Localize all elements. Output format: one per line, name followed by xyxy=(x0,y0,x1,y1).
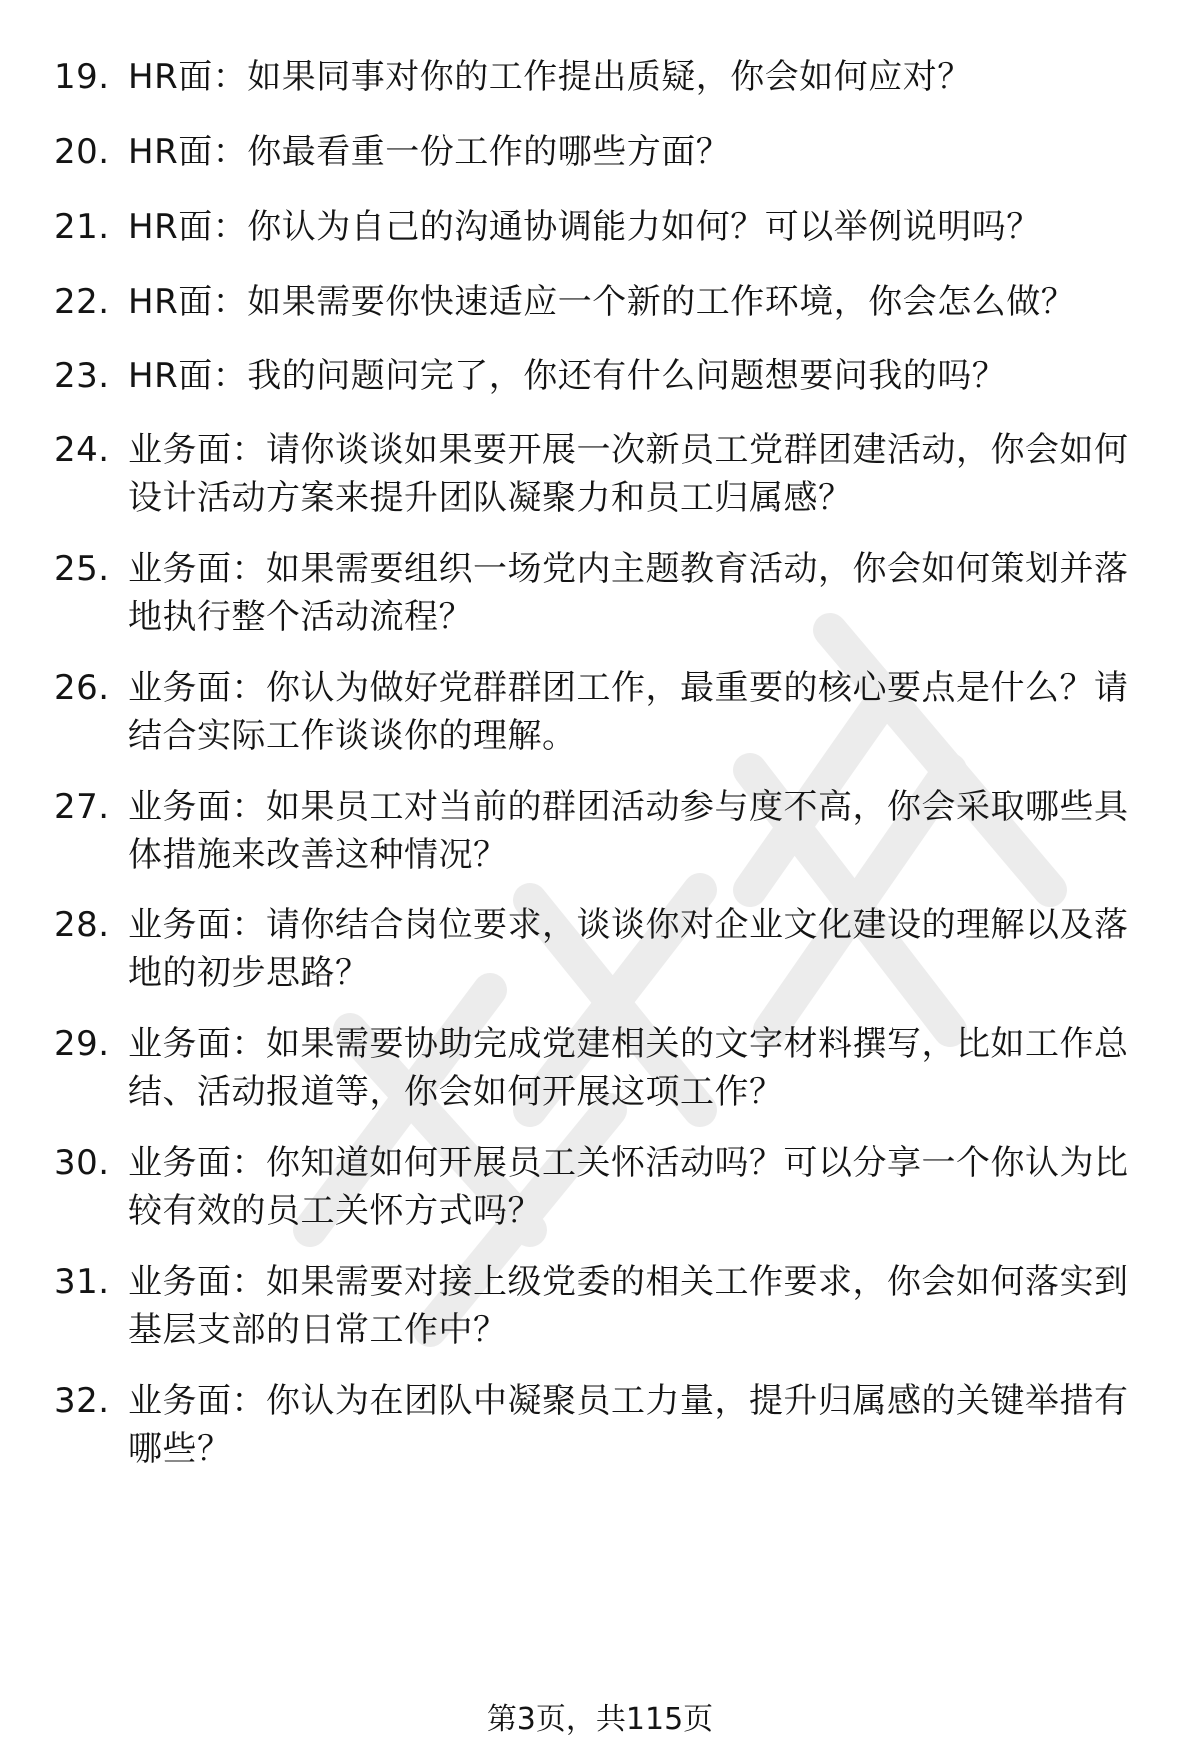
question-number: 32. xyxy=(54,1381,110,1421)
question-text: 业务面：如果员工对当前的群团活动参与度不高，你会采取哪些具体措施来改善这种情况？ xyxy=(128,787,1129,875)
question-number: 21. xyxy=(54,207,110,247)
question-number: 24. xyxy=(54,430,110,470)
question-number: 19. xyxy=(54,57,110,97)
question-text: 业务面：如果需要协助完成党建相关的文字材料撰写，比如工作总结、活动报道等，你会如何开展这项工作？ xyxy=(128,1024,1129,1112)
question-text: 业务面：你认为在团队中凝聚员工力量，提升归属感的关键举措有哪些？ xyxy=(128,1381,1129,1469)
question-text: 业务面：请你结合岗位要求，谈谈你对企业文化建设的理解以及落地的初步思路？ xyxy=(128,905,1129,993)
question-number: 26. xyxy=(54,668,110,708)
question-number: 29. xyxy=(54,1024,110,1064)
question-number: 27. xyxy=(54,787,110,827)
question-number: 22. xyxy=(54,282,110,322)
page-number-label: 第3页，共115页 xyxy=(486,1702,714,1737)
question-text: HR面：如果需要你快速适应一个新的工作环境，你会怎么做？ xyxy=(128,282,1076,322)
question-text: 业务面：请你谈谈如果要开展一次新员工党群团建活动，你会如何设计活动方案来提升团队凝聚力和员工归属感？ xyxy=(128,430,1129,518)
question-text: HR面：我的问题问完了，你还有什么问题想要问我的吗？ xyxy=(128,356,1007,396)
question-number: 30. xyxy=(54,1143,110,1183)
question-text: HR面：你最看重一份工作的哪些方面？ xyxy=(128,132,731,172)
question-number: 28. xyxy=(54,905,110,945)
question-number: 31. xyxy=(54,1262,110,1302)
question-text: HR面：如果同事对你的工作提出质疑，你会如何应对？ xyxy=(128,57,972,97)
question-number: 23. xyxy=(54,356,110,396)
question-number: 25. xyxy=(54,549,110,589)
question-text: 业务面：你知道如何开展员工关怀活动吗？可以分享一个你认为比较有效的员工关怀方式吗？ xyxy=(128,1143,1129,1231)
question-number: 20. xyxy=(54,132,110,172)
question-text: 业务面：如果需要组织一场党内主题教育活动，你会如何策划并落地执行整个活动流程？ xyxy=(128,549,1129,637)
question-text: HR面：你认为自己的沟通协调能力如何？可以举例说明吗？ xyxy=(128,207,1041,247)
question-text: 业务面：如果需要对接上级党委的相关工作要求，你会如何落实到基层支部的日常工作中？ xyxy=(128,1262,1129,1350)
page-footer xyxy=(0,1700,1200,1740)
question-text: 业务面：你认为做好党群群团工作，最重要的核心要点是什么？请结合实际工作谈谈你的理解。 xyxy=(128,668,1129,756)
